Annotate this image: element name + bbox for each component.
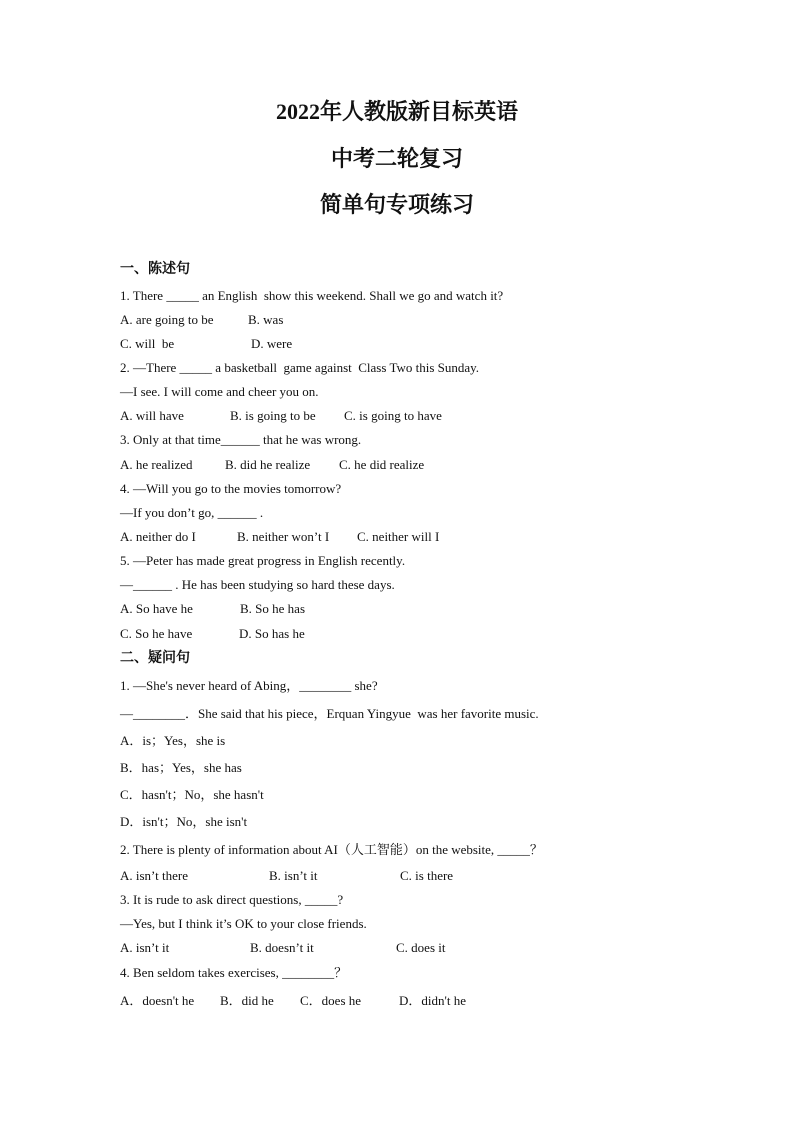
- option-b: B．has；Yes，she has: [120, 760, 242, 775]
- question-stem: 5. —Peter has made great progress in English recently.: [120, 553, 406, 568]
- option-d: D．didn't he: [399, 993, 466, 1008]
- question-reply: —______ . He has been studying so hard these days.: [120, 577, 395, 592]
- question-stem: 4. Ben seldom takes exercises, ________？: [120, 965, 348, 980]
- option-a: A. are going to be: [120, 312, 214, 327]
- question-stem: 4. —Will you go to the movies tomorrow?: [120, 481, 342, 496]
- option-d: D．isn't；No，she isn't: [120, 814, 248, 829]
- question-reply: —Yes, but I think it’s OK to your close friends.: [120, 916, 367, 931]
- option-c: C. is going to have: [344, 408, 442, 423]
- section-heading-statements: 一、陈述句: [120, 262, 190, 277]
- question-stem: 2. —There _____ a basketball game against Class Two this Sunday.: [120, 360, 480, 375]
- option-b: B. did he realize: [225, 457, 311, 472]
- option-c: C．does he: [300, 993, 362, 1008]
- question-stem: 1. —She's never heard of Abing，________ she?: [120, 678, 378, 693]
- question-stem: 1. There _____ an English show this weekend. Shall we go and watch it?: [120, 288, 504, 303]
- question-stem: 2. There is plenty of information about AI（人工智能）on the website, _____？: [120, 842, 543, 857]
- option-b: B. isn’t it: [269, 868, 318, 883]
- option-a: A. isn’t there: [120, 868, 188, 883]
- option-b: B. was: [248, 312, 284, 327]
- option-a: A. neither do I: [120, 529, 196, 544]
- option-a: A. he realized: [120, 457, 193, 472]
- doc-topic: 简单句专项练习: [319, 192, 474, 217]
- section-heading-questions: 二、疑问句: [120, 651, 190, 666]
- option-c: C. is there: [400, 868, 454, 883]
- question-reply: —________．She said that his piece，Erquan Yingyue was her favorite music.: [120, 706, 539, 721]
- question-stem: 3. It is rude to ask direct questions, _____?: [120, 892, 344, 907]
- option-a: A. will have: [120, 408, 184, 423]
- option-a: A. So have he: [120, 601, 193, 616]
- doc-subtitle: 中考二轮复习: [330, 146, 463, 171]
- option-b: B. neither won’t I: [237, 529, 330, 544]
- option-c: C. neither will I: [357, 529, 440, 544]
- option-d: D. So has he: [239, 626, 305, 641]
- option-c: C. does it: [396, 940, 446, 955]
- option-d: D. were: [251, 336, 293, 351]
- question-stem: 3. Only at that time______ that he was wrong.: [120, 432, 362, 447]
- question-reply: —If you don’t go, ______ .: [120, 505, 264, 520]
- doc-title: 2022年人教版新目标英语: [275, 99, 518, 124]
- question-reply: —I see. I will come and cheer you on.: [120, 384, 319, 399]
- option-c: C. So he have: [120, 626, 193, 641]
- option-b: B. So he has: [240, 601, 305, 616]
- option-b: B. is going to be: [230, 408, 316, 423]
- option-b: B. doesn’t it: [250, 940, 314, 955]
- option-a: A．doesn't he: [120, 993, 195, 1008]
- option-c: C．hasn't；No，she hasn't: [120, 787, 264, 802]
- option-a: A. isn’t it: [120, 940, 170, 955]
- option-c: C. will be: [120, 336, 175, 351]
- option-a: A．is；Yes，she is: [120, 733, 226, 748]
- option-c: C. he did realize: [339, 457, 425, 472]
- option-b: B．did he: [220, 993, 274, 1008]
